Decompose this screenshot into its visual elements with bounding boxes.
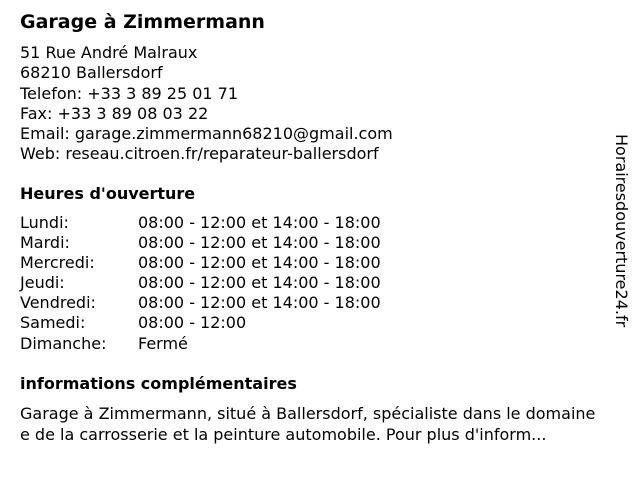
hours-row-monday bbox=[20, 213, 381, 233]
web-line: Web: reseau.citroen.fr/reparateur-ballersdorf bbox=[20, 144, 379, 164]
business-description bbox=[20, 404, 632, 446]
hours-value: 08:00 - 12:00 et 14:00 - 18:00 bbox=[138, 273, 381, 293]
day-label: Mercredi: bbox=[20, 253, 95, 273]
day-label: Vendredi: bbox=[20, 293, 96, 313]
additional-info-heading: informations complémentaires bbox=[20, 374, 297, 393]
fax-line: Fax: +33 3 89 08 03 22 bbox=[20, 103, 209, 123]
contact-block bbox=[20, 43, 393, 165]
hours-value: 08:00 - 12:00 et 14:00 - 18:00 bbox=[138, 213, 381, 232]
hours-row-tuesday bbox=[20, 233, 381, 253]
phone-line: Telefon: +33 3 89 25 01 71 bbox=[20, 83, 239, 103]
day-label: Jeudi: bbox=[20, 273, 65, 293]
hours-row-friday bbox=[20, 293, 381, 313]
hours-value: Fermé bbox=[138, 333, 188, 353]
hours-value: 08:00 - 12:00 et 14:00 - 18:00 bbox=[138, 253, 381, 273]
opening-hours-table bbox=[20, 213, 381, 354]
site-watermark: Horairesdouverture24.fr bbox=[612, 134, 631, 328]
day-label: Lundi: bbox=[20, 213, 69, 232]
address-city: 68210 Ballersdorf bbox=[20, 63, 163, 83]
business-title: Garage à Zimmermann bbox=[20, 11, 265, 33]
address-street: 51 Rue André Malraux bbox=[20, 43, 198, 62]
opening-hours-heading: Heures d'ouverture bbox=[20, 184, 196, 203]
hours-value: 08:00 - 12:00 et 14:00 - 18:00 bbox=[138, 293, 381, 313]
hours-value: 08:00 - 12:00 bbox=[138, 313, 247, 333]
description-line-2: e de la carrosserie et la peinture automobile. Pour plus d'inform... bbox=[20, 424, 547, 444]
description-line-1: Garage à Zimmermann, situé à Ballersdorf, spécialiste dans le domaine bbox=[20, 404, 596, 423]
hours-value: 08:00 - 12:00 et 14:00 - 18:00 bbox=[138, 233, 381, 253]
hours-row-thursday bbox=[20, 273, 381, 293]
hours-row-wednesday bbox=[20, 253, 381, 273]
day-label: Dimanche: bbox=[20, 333, 107, 353]
day-label: Samedi: bbox=[20, 313, 86, 333]
hours-row-sunday bbox=[20, 334, 381, 354]
email-line: Email: garage.zimmermann68210@gmail.com bbox=[20, 124, 393, 144]
day-label: Mardi: bbox=[20, 233, 70, 253]
hours-row-saturday bbox=[20, 313, 381, 333]
